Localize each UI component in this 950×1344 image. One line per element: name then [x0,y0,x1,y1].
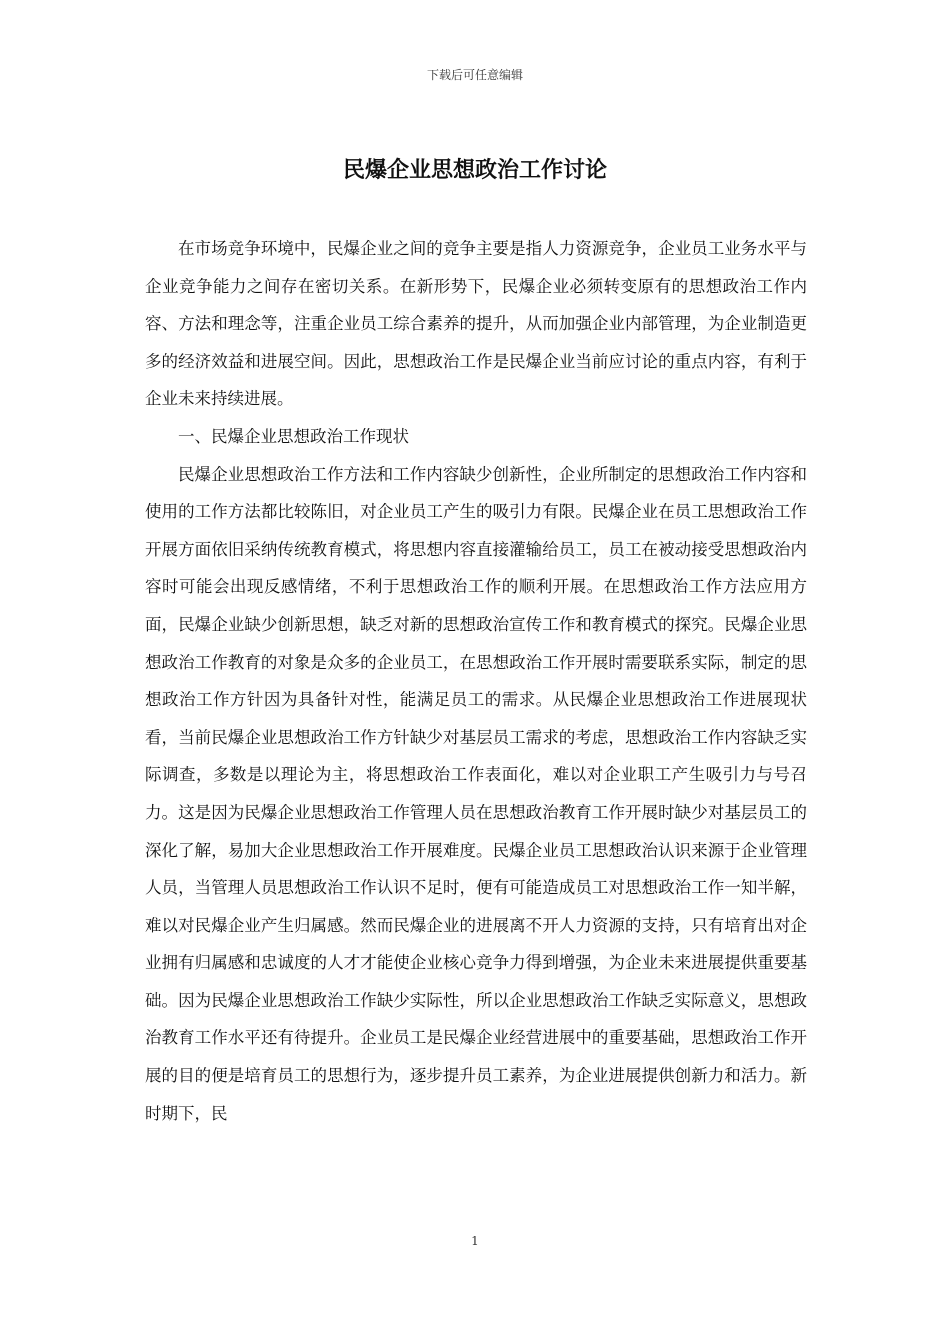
body-paragraph: 民爆企业思想政治工作方法和工作内容缺少创新性，企业所制定的思想政治工作内容和使用的工作方法都比较陈旧，对企业员工产生的吸引力有限。民爆企业在员工思想政治工作开展方面依旧采纳传统教育模式，将思想内容直接灌输给员工，员工在被动接受思想政治内容时可能会出现反感情绪，不利于思想政治工作的顺利开展。在思想政治工作方法应用方面，民爆企业缺少创新思想，缺乏对新的思想政治宣传工作和教育模式的探究。民爆企业思想政治工作教育的对象是众多的企业员工，在思想政治工作开展时需要联系实际，制定的思想政治工作方针因为具备针对性，能满足员工的需求。从民爆企业思想政治工作进展现状看，当前民爆企业思想政治工作方针缺少对基层员工需求的考虑，思想政治工作内容缺乏实际调查，多数是以理论为主，将思想政治工作表面化，难以对企业职工产生吸引力与号召力。这是因为民爆企业思想政治工作管理人员在思想政治教育工作开展时缺少对基层员工的深化了解，易加大企业思想政治工作开展难度。民爆企业员工思想政治认识来源于企业管理人员，当管理人员思想政治工作认识不足时，便有可能造成员工对思想政治工作一知半解，难以对民爆企业产生归属感。然而民爆企业的进展离不开人力资源的支持，只有培育出对企业拥有归属感和忠诚度的人才才能使企业核心竞争力得到增强，为企业未来进展提供重要基础。因为民爆企业思想政治工作缺少实际性，所以企业思想政治工作缺乏实际意义，思想政治教育工作水平还有待提升。企业员工是民爆企业经营进展中的重要基础，思想政治工作开展的目的便是培育员工的思想行为，逐步提升员工素养，为企业进展提供创新力和活力。新时期下，民 [145,464,807,1123]
section-heading: 一、民爆企业思想政治工作现状 [178,426,409,446]
page-header-note: 下载后可任意编辑 [426,68,523,82]
page-number: 1 [471,1234,479,1248]
document-title: 民爆企业思想政治工作讨论 [342,157,607,183]
document-body [145,230,807,1132]
intro-paragraph: 在市场竞争环境中，民爆企业之间的竞争主要是指人力资源竞争，企业员工业务水平与企业竞争能力之间存在密切关系。在新形势下，民爆企业必须转变原有的思想政治工作内容、方法和理念等，注重企业员工综合素养的提升，从而加强企业内部管理，为企业制造更多的经济效益和进展空间。因此，思想政治工作是民爆企业当前应讨论的重点内容，有利于企业未来持续进展。 [145,239,807,409]
